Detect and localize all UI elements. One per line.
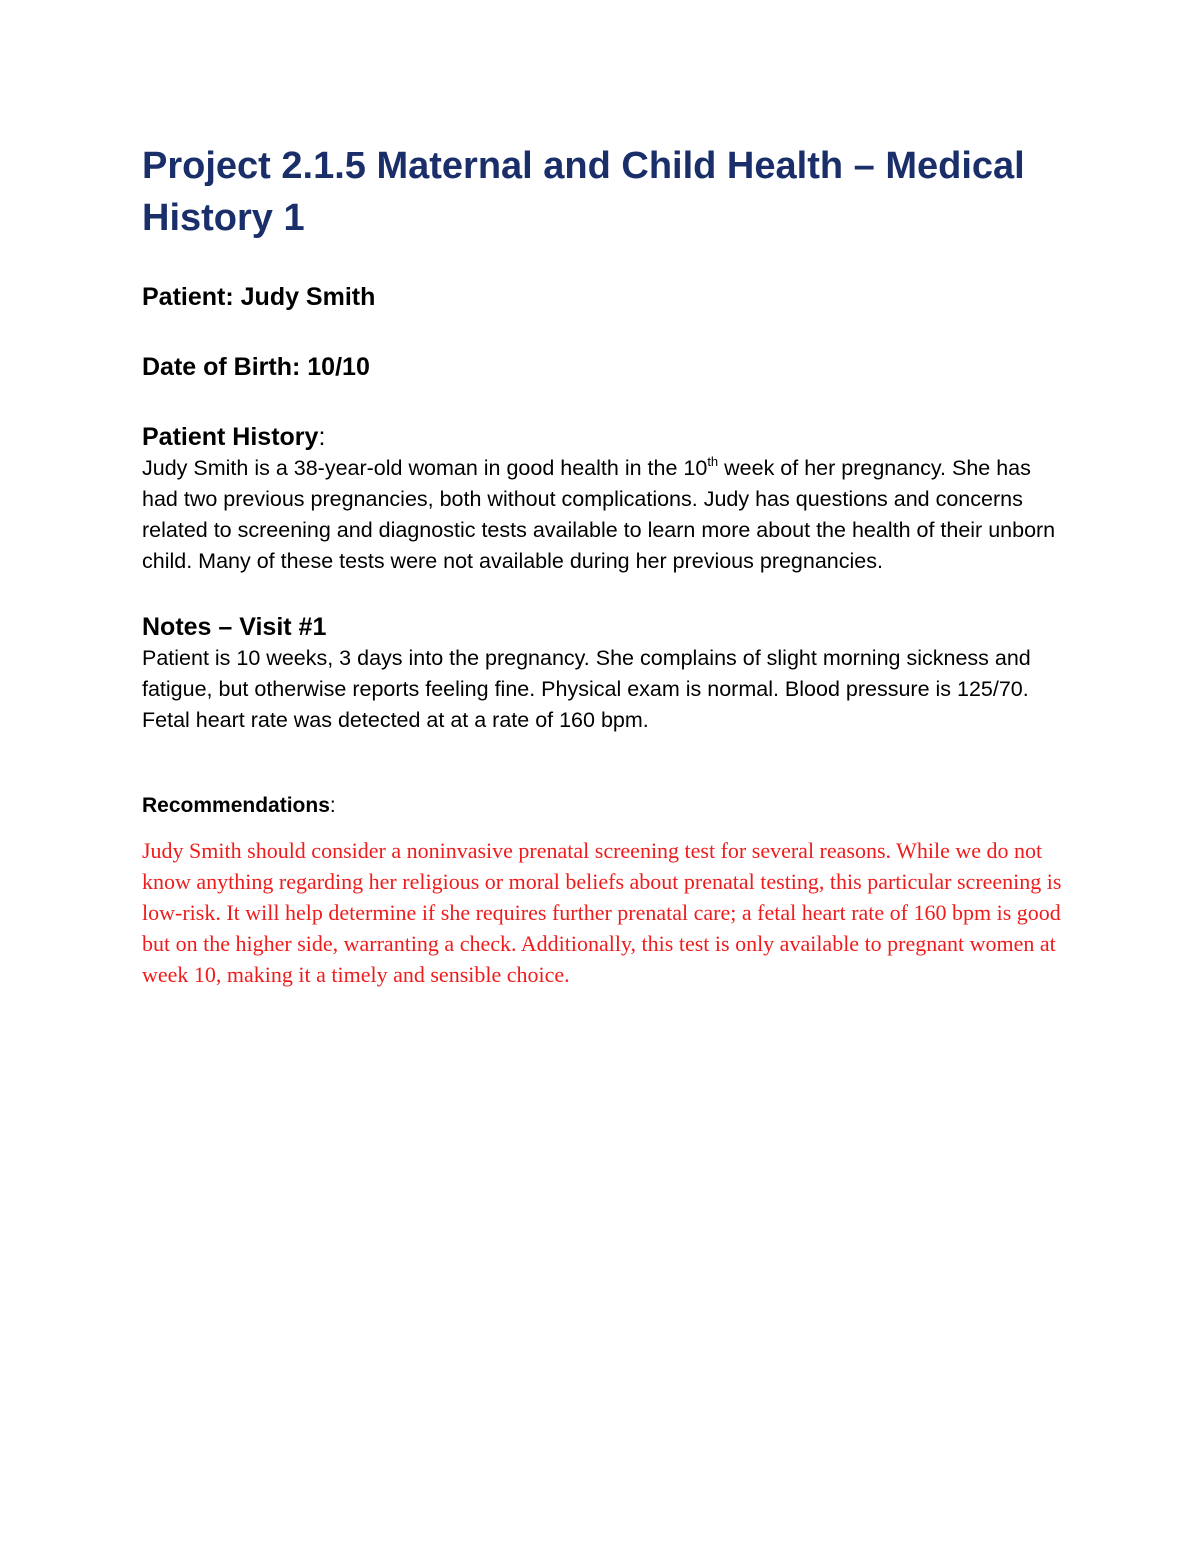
ordinal-superscript: th bbox=[707, 454, 719, 469]
patient-label: Patient: bbox=[142, 283, 234, 311]
recommendations-heading-colon: : bbox=[329, 794, 336, 817]
patient-history-text-part2: week of her pregnancy. She has had two previous pregnancies, both without complications. Judy has questions and concerns related to screening and diagnostic tests available to learn more about the health of their unborn child. Many of these tests were not available during her previous pregnancies. bbox=[142, 456, 1056, 573]
patient-name: Judy Smith bbox=[240, 283, 376, 311]
patient-history-heading-colon: : bbox=[318, 423, 326, 451]
patient-history-text-part1: Judy Smith is a 38-year-old woman in good health in the 10 bbox=[142, 456, 708, 480]
recommendations-text: Judy Smith should consider a noninvasive prenatal screening test for several reasons. While we do not know anything regarding her religious or moral beliefs about prenatal testing, this particular screening is low-risk. It will help determine if she requires further prenatal care; a fetal heart rate of 160 bpm is good but on the higher side, warranting a check. Additionally, this test is only available to pregnant women at week 10, making it a timely and sensible choice. bbox=[142, 838, 1062, 987]
dob-label: Date of Birth: bbox=[142, 353, 301, 381]
document-content bbox=[142, 140, 1062, 990]
notes-visit-heading: Notes – Visit #1 bbox=[142, 613, 327, 641]
patient-history-heading-text: Patient History bbox=[142, 423, 319, 451]
document-title: Project 2.1.5 Maternal and Child Health – Medical History 1 bbox=[142, 145, 1025, 239]
patient-history-text bbox=[142, 453, 1062, 577]
recommendations-heading-text: Recommendations bbox=[142, 794, 330, 817]
notes-visit-text: Patient is 10 weeks, 3 days into the pregnancy. She complains of slight morning sickness and fatigue, but otherwise reports feeling fine. Physical exam is normal. Blood pressure is 125/70. Fetal heart rate was detected at at a rate of 160 bpm. bbox=[142, 646, 1031, 732]
patient-history-heading bbox=[142, 421, 1062, 453]
recommendations-heading bbox=[142, 790, 1062, 821]
patient-field bbox=[142, 281, 1062, 313]
dob-value: 10/10 bbox=[307, 353, 370, 381]
dob-field bbox=[142, 351, 1062, 383]
